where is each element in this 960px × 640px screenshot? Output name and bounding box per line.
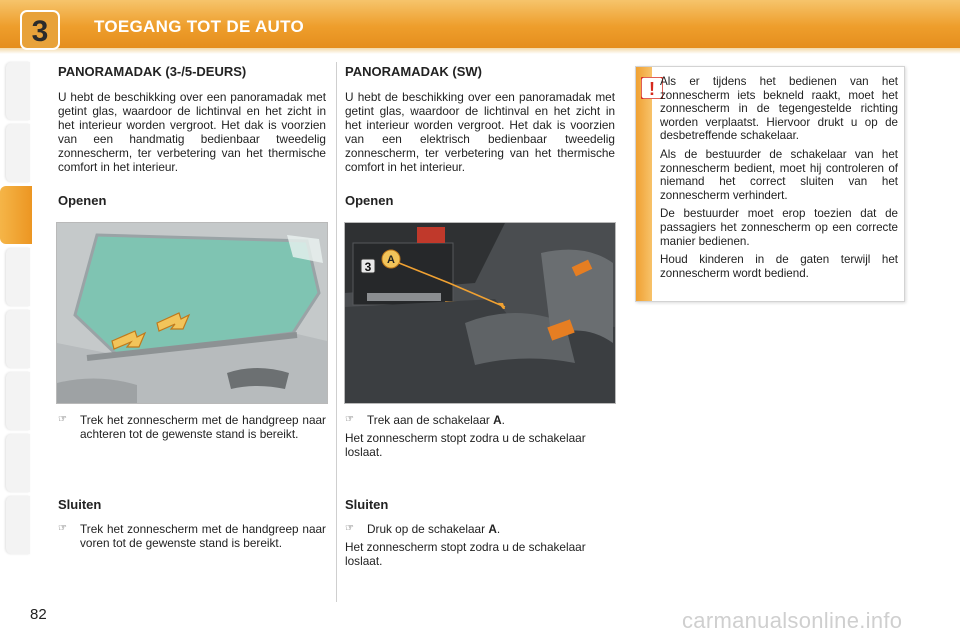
chapter-tab-active[interactable] <box>0 186 32 244</box>
sunroof-interior-photo <box>56 222 328 404</box>
left-close-instruction <box>58 522 326 550</box>
left-intro: U hebt de beschikking over een panoramadak met getint glas, waardoor de lichtinval en het zicht in het interieur worden vergroot. Het dak is voorzien van een handmatig bedienbaar tweedelig zonnescherm, ter verbetering van het thermische comfort in het interieur. <box>58 90 326 174</box>
pointer-hand-icon: ☞ <box>345 523 354 534</box>
pointer-hand-icon: ☞ <box>58 523 67 534</box>
warning-paragraph: Als er tijdens het bedienen van het zonnescherm iets bekneld raakt, moet het zonnescherm in de tegengestelde richting worden verplaatst. Hiervoor drukt u op de desbetreffende schakelaar. <box>660 75 898 143</box>
chapter-tab[interactable] <box>6 62 30 120</box>
warning-text <box>660 75 898 285</box>
middle-open-note: Het zonnescherm stopt zodra u de schakelaar loslaat. <box>345 431 586 459</box>
middle-open-instruction: ☞ Trek aan de schakelaar A. <box>345 413 505 427</box>
middle-intro: U hebt de beschikking over een panoramadak met getint glas, waardoor de lichtinval en het zicht in het interieur worden vergroot. Het dak is voorzien van een elektrisch bedienbaar tweedelig zonnescherm, ter verbetering van het thermische comfort in het interieur. <box>345 90 615 174</box>
warning-paragraph: De bestuurder moet erop toezien dat de passagiers het zonnescherm op een correcte manier bedienen. <box>660 207 898 248</box>
watermark: carmanualsonline.info <box>682 608 903 633</box>
warning-strip <box>636 67 652 301</box>
page-number: 82 <box>30 606 47 623</box>
warning-box <box>635 66 905 302</box>
pointer-hand-icon: ☞ <box>345 414 354 425</box>
chapter-tab[interactable] <box>6 310 30 368</box>
left-close-text: Trek het zonnescherm met de handgreep naar voren tot de gewenste stand is bereikt. <box>80 522 326 550</box>
chapter-number: 3 <box>31 15 49 48</box>
pointer-hand-icon: ☞ <box>58 414 67 425</box>
photo-badge-number: 3 <box>364 260 372 274</box>
chapter-tab[interactable] <box>6 248 30 306</box>
middle-close-text: Druk op de schakelaar <box>367 522 486 536</box>
chapter-tab[interactable] <box>6 124 30 182</box>
middle-open-text: Trek aan de schakelaar <box>367 413 490 427</box>
column-divider <box>336 62 337 602</box>
chapter-tab[interactable] <box>6 434 30 492</box>
chapter-tab[interactable] <box>6 496 30 554</box>
page-title: TOEGANG TOT DE AUTO <box>94 17 305 36</box>
chapter-badge <box>20 10 60 50</box>
left-open-text: Trek het zonnescherm met de handgreep naar achteren tot de gewenste stand is bereikt. <box>80 413 326 441</box>
photo-badge-letter: A <box>387 254 395 266</box>
left-heading: PANORAMADAK (3-/5-DEURS) <box>58 64 247 79</box>
middle-open-heading: Openen <box>345 193 394 208</box>
left-open-heading: Openen <box>58 193 107 208</box>
middle-open-switch: A <box>493 413 502 427</box>
warning-paragraph: Houd kinderen in de gaten terwijl het zonnescherm wordt bediend. <box>660 253 898 280</box>
left-close-heading: Sluiten <box>58 497 102 512</box>
header-fade <box>0 48 960 54</box>
middle-heading: PANORAMADAK (SW) <box>345 64 482 79</box>
warning-icon-glyph: ! <box>649 79 655 99</box>
middle-close-heading: Sluiten <box>345 497 389 512</box>
switch-console-photo <box>344 222 616 404</box>
middle-close-switch: A <box>488 522 497 536</box>
chapter-tab[interactable] <box>6 372 30 430</box>
middle-close-note: Het zonnescherm stopt zodra u de schakelaar loslaat. <box>345 540 586 568</box>
left-open-instruction <box>58 413 326 441</box>
warning-paragraph: Als de bestuurder de schakelaar van het zonnescherm bedient, moet hij controleren of niemand het correct sluiten van het zonnescherm verhindert. <box>660 147 898 202</box>
middle-close-instruction: ☞ Druk op de schakelaar A. <box>345 522 501 536</box>
